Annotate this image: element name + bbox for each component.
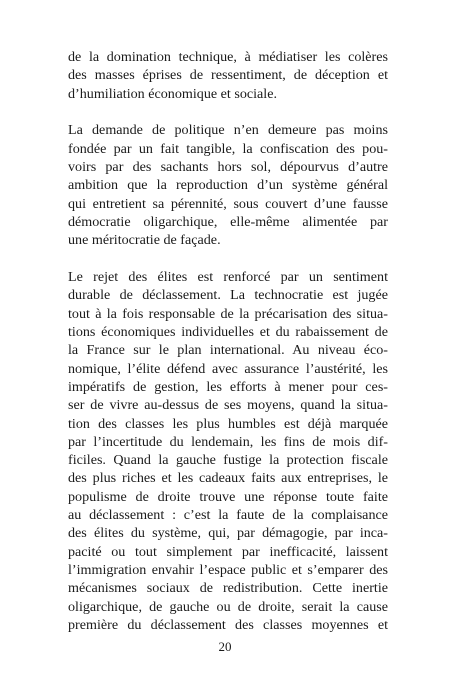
text-line: impératifs de gestion, les efforts à mener pour ces- [68,378,388,395]
text-line: voirs par des sachants hors sol, dépourvus d’autre [68,159,388,176]
text-line: ficiles. Quand la gauche fustige la protection fiscale [68,452,388,469]
text-line: des plus riches et les cadeaux faits aux entreprises, le [68,470,388,487]
text-line: ser de vivre au-dessus de ses moyens, quand la situa- [68,397,388,414]
text-line: démocratie oligarchique, elle-même alimentée par [68,213,388,230]
text-line: oligarchique, de gauche ou de droite, serait la cause [68,598,388,615]
paragraph-3 [68,268,388,634]
text-line: ambition que la reproduction d’un système général [68,177,388,194]
text-line: première du déclassement des classes moyennes et [68,616,388,633]
text-line: fondée par un fait tangible, la confiscation des pou- [68,140,388,157]
paragraph-2 [68,121,388,249]
text-line: des élites du système, qui, par démagogie, par inca- [68,525,388,542]
text-line: tion des classes les plus humbles est déjà marquée [68,415,388,432]
text-line: nomique, l’élite défend avec assurance l’austérité, les [68,360,388,377]
text-line: qui entretient sa pérennité, sous couvert d’une fausse [68,195,388,212]
text-line: une méritocratie de façade. [68,232,221,249]
text-line: au déclassement : c’est la faute de la complaisance [68,507,388,524]
text-line: par l’incertitude du lendemain, les fins de mois dif- [68,433,388,450]
text-line: La demande de politique n’en demeure pas moins [68,122,388,139]
text-line: tout à la fois responsable de la précarisation des situa- [68,305,388,322]
text-line: des masses éprises de ressentiment, de déception et [68,67,388,84]
text-line: durable de déclassement. La technocratie est jugée [68,287,388,304]
text-line: Le rejet des élites est renforcé par un sentiment [68,269,388,286]
text-line: mécanismes sociaux de redistribution. Cette inertie [68,580,388,597]
text-line: pacité ou tout simplement par inefficacité, laissent [68,543,388,560]
text-line: de la domination technique, à médiatiser les colères [68,49,388,65]
paragraph-1 [68,48,388,103]
page-number: 20 [218,639,232,654]
text-line: d’humiliation économique et sociale. [68,85,277,102]
text-line: l’immigration envahir l’espace public et s’emparer des [68,561,388,578]
text-line: la France sur le plan international. Au niveau éco- [68,342,388,359]
text-line: populisme de droite trouve une réponse toute faite [68,488,388,505]
body-text [68,48,388,653]
text-line: tions économiques individuelles et du rabaissement de [68,324,388,341]
